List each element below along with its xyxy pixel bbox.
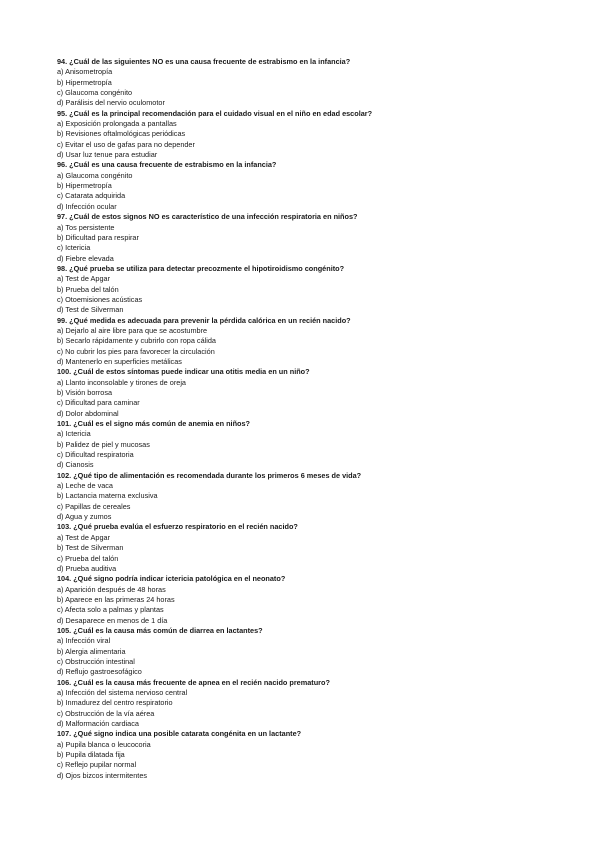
answer-option: b) Aparece en las primeras 24 horas: [57, 594, 175, 604]
question-block: [57, 574, 567, 626]
question-block: [57, 471, 567, 523]
answer-option: c) Reflejo pupilar normal: [57, 760, 137, 770]
answer-option: c) No cubrir los pies para favorecer la circulación: [57, 346, 215, 356]
question-block: [57, 678, 567, 730]
answer-option: a) Tos persistente: [57, 222, 115, 232]
answer-option: a) Anisometropía: [57, 67, 113, 77]
answer-option: d) Malformación cardiaca: [57, 719, 139, 728]
answer-option: c) Evitar el uso de gafas para no depender: [57, 139, 195, 149]
answer-option: a) Llanto inconsolable y tirones de oreja: [57, 377, 186, 387]
answer-option: b) Palidez de piel y mucosas: [57, 439, 150, 449]
answer-option: d) Infección ocular: [57, 201, 117, 211]
question-text: 98. ¿Qué prueba se utiliza para detectar precozmente el hipotiroidismo congénito?: [57, 263, 345, 273]
question-block: [57, 316, 567, 368]
answer-option: b) Hipermetropía: [57, 181, 112, 191]
answer-option: b) Dificultad para respirar: [57, 232, 139, 242]
answer-option: d) Reflujo gastroesofágico: [57, 667, 142, 677]
question-text: 99. ¿Qué medida es adecuada para prevenir la pérdida calórica en un recién nacido?: [57, 315, 351, 325]
question-block: [57, 57, 567, 109]
answer-option: c) Obstrucción de la vía aérea: [57, 708, 155, 718]
question-block: [57, 367, 567, 419]
answer-option: c) Prueba del talón: [57, 553, 119, 563]
question-text: 107. ¿Qué signo indica una posible catarata congénita en un lactante?: [57, 729, 302, 739]
answer-option: c) Ictericia: [57, 243, 91, 253]
question-text: 95. ¿Cuál es la principal recomendación para el cuidado visual en el niño en edad escolar?: [57, 108, 373, 118]
question-text: 106. ¿Cuál es la causa más frecuente de apnea en el recién nacido prematuro?: [57, 677, 330, 687]
answer-option: b) Pupila dilatada fija: [57, 750, 125, 760]
answer-option: c) Dificultad respiratoria: [57, 450, 134, 460]
question-text: 94. ¿Cuál de las siguientes NO es una causa frecuente de estrabismo en la infancia?: [57, 57, 351, 66]
question-text: 104. ¿Qué signo podría indicar ictericia patológica en el neonato?: [57, 574, 286, 584]
question-text: 102. ¿Qué tipo de alimentación es recomendada durante los primeros 6 meses de vida?: [57, 470, 362, 480]
answer-option: c) Dificultad para caminar: [57, 398, 140, 408]
answer-option: a) Ictericia: [57, 429, 91, 439]
answer-option: d) Agua y zumos: [57, 512, 112, 522]
answer-option: a) Exposición prolongada a pantallas: [57, 119, 177, 129]
question-block: [57, 264, 567, 316]
question-block: [57, 109, 567, 161]
answer-option: a) Leche de vaca: [57, 481, 113, 491]
question-text: 105. ¿Cuál es la causa más común de diarrea en lactantes?: [57, 625, 263, 635]
answer-option: d) Usar luz tenue para estudiar: [57, 150, 158, 160]
answer-option: b) Prueba del talón: [57, 284, 119, 294]
answer-option: a) Aparición después de 48 horas: [57, 584, 166, 594]
answer-option: d) Ojos bizcos intermitentes: [57, 770, 148, 780]
answer-option: d) Parálisis del nervio oculomotor: [57, 98, 165, 108]
answer-option: a) Infección viral: [57, 636, 111, 646]
answer-option: b) Test de Silverman: [57, 543, 124, 553]
answer-option: b) Hipermetropía: [57, 77, 112, 87]
answer-option: d) Test de Silverman: [57, 305, 124, 315]
answer-option: d) Mantenerlo en superficies metálicas: [57, 356, 182, 366]
question-text: 97. ¿Cuál de estos signos NO es característico de una infección respiratoria en niños?: [57, 212, 358, 222]
answer-option: c) Obstrucción intestinal: [57, 656, 135, 666]
answer-option: c) Otoemisiones acústicas: [57, 294, 143, 304]
answer-option: d) Prueba auditiva: [57, 563, 117, 573]
answer-option: d) Desaparece en menos de 1 día: [57, 615, 168, 625]
answer-option: a) Test de Apgar: [57, 274, 111, 284]
answer-option: c) Glaucoma congénito: [57, 88, 133, 98]
question-block: [57, 160, 567, 212]
question-text: 96. ¿Cuál es una causa frecuente de estrabismo en la infancia?: [57, 160, 277, 170]
document-page: [57, 57, 567, 781]
answer-option: d) Dolor abdominal: [57, 408, 119, 418]
question-block: [57, 212, 567, 264]
answer-option: d) Fiebre elevada: [57, 253, 114, 263]
answer-option: b) Revisiones oftalmológicas periódicas: [57, 129, 186, 139]
answer-option: c) Afecta solo a palmas y plantas: [57, 605, 164, 615]
question-text: 101. ¿Cuál es el signo más común de anemia en niños?: [57, 419, 251, 429]
question-block: [57, 419, 567, 471]
answer-option: b) Secarlo rápidamente y cubrirlo con ropa cálida: [57, 336, 216, 346]
question-text: 100. ¿Cuál de estos síntomas puede indicar una otitis media en un niño?: [57, 367, 310, 377]
answer-option: c) Catarata adquirida: [57, 191, 126, 201]
answer-option: b) Lactancia materna exclusiva: [57, 491, 158, 501]
answer-option: a) Infección del sistema nervioso central: [57, 687, 188, 697]
answer-option: b) Inmadurez del centro respiratorio: [57, 698, 173, 708]
answer-option: c) Papillas de cereales: [57, 501, 131, 511]
answer-option: a) Test de Apgar: [57, 532, 111, 542]
answer-option: a) Pupila blanca o leucocoria: [57, 739, 151, 749]
answer-option: d) Cianosis: [57, 460, 94, 470]
question-text: 103. ¿Qué prueba evalúa el esfuerzo respiratorio en el recién nacido?: [57, 522, 298, 532]
question-block: [57, 626, 567, 678]
answer-option: b) Visión borrosa: [57, 388, 113, 397]
question-block: [57, 729, 567, 781]
question-block: [57, 522, 567, 574]
answer-option: b) Alergia alimentaria: [57, 646, 126, 656]
answer-option: a) Dejarlo al aire libre para que se acostumbre: [57, 325, 208, 335]
answer-option: a) Glaucoma congénito: [57, 170, 133, 180]
